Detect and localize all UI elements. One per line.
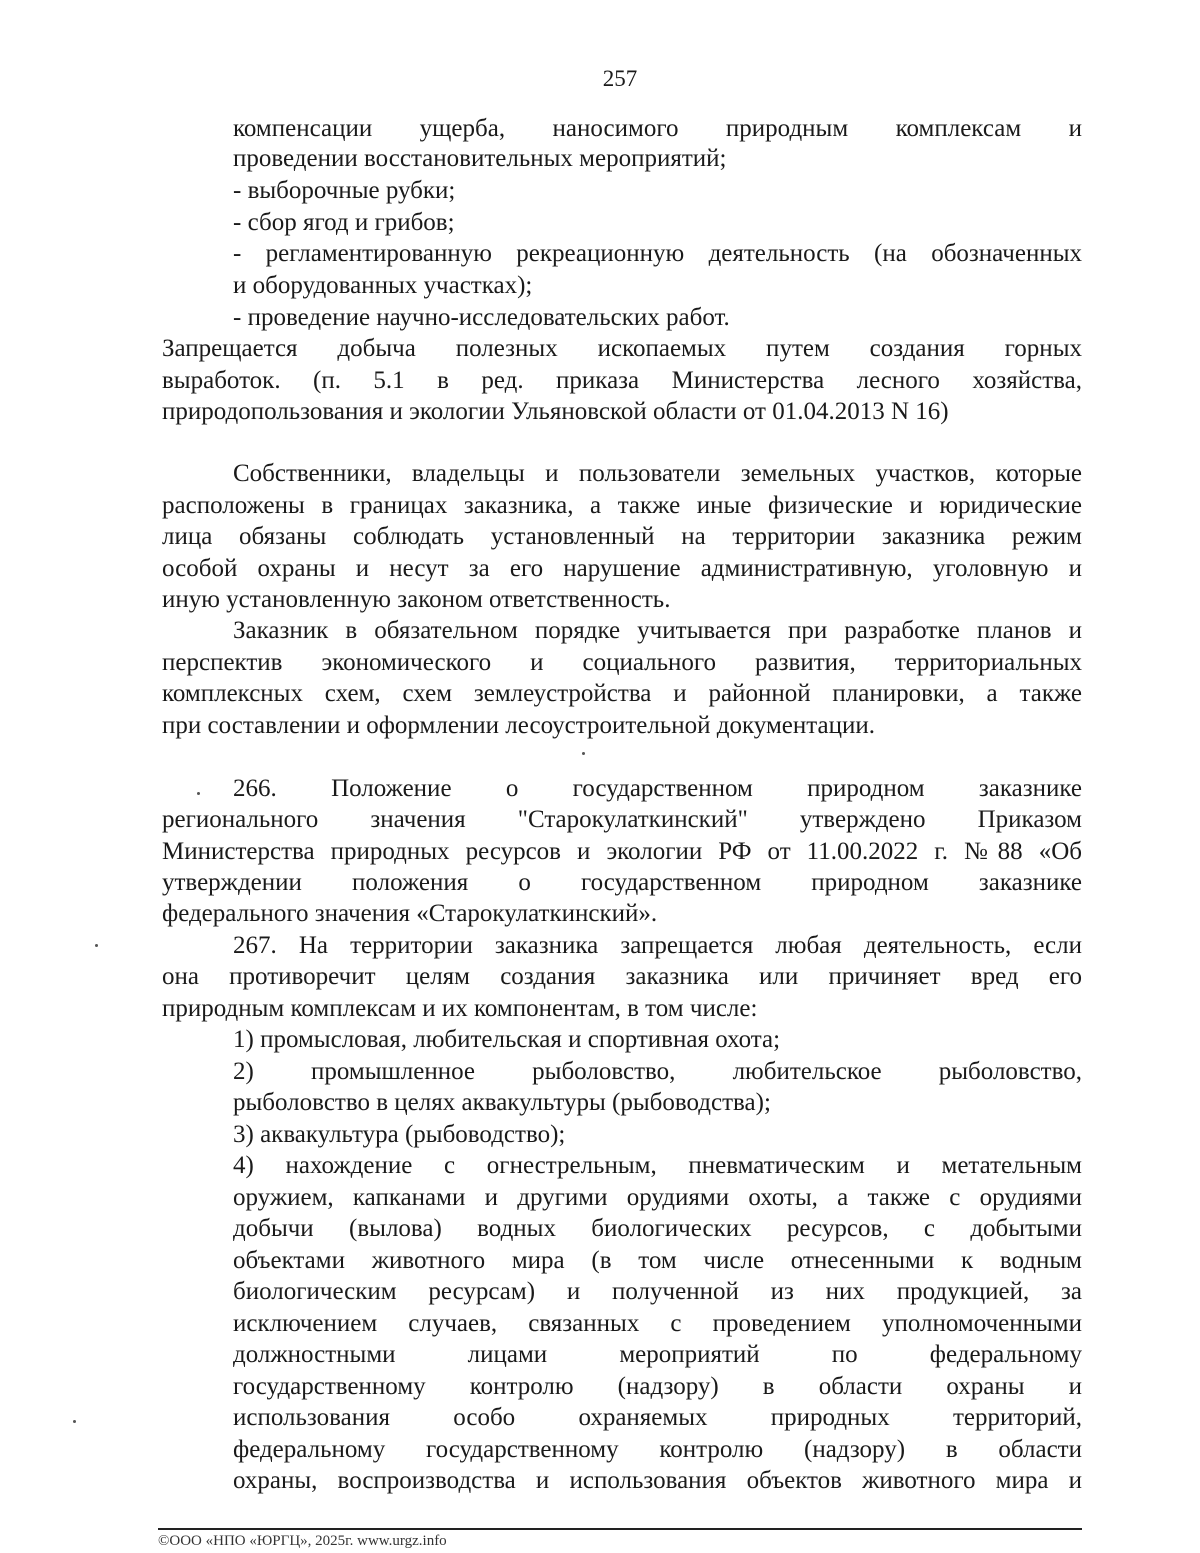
text-line: комплексных схем, схем землеустройства и районной планировки, а также [162, 680, 1082, 707]
text-line: утверждении положения о государственном природном заказнике [162, 869, 1082, 896]
text-line: исключением случаев, связанных с проведением уполномоченными [233, 1310, 1082, 1337]
text-line: Заказник в обязательном порядке учитывается при разработке планов и [233, 617, 1082, 644]
text-line: добычи (вылова) водных биологических ресурсов, с добытыми [233, 1215, 1082, 1242]
text-line: - регламентированную рекреационную деятельность (на обозначенных [233, 240, 1082, 267]
page-number: 257 [602, 66, 638, 91]
text-line: природопользования и экологии Ульяновской области от 01.04.2013 N 16) [162, 398, 949, 425]
scan-speck [73, 1420, 76, 1423]
text-line: - выборочные рубки; [233, 177, 456, 204]
text-line: регионального значения "Старокулаткинский" утверждено Приказом [162, 806, 1082, 833]
text-line: Запрещается добыча полезных ископаемых путем создания горных [162, 335, 1082, 362]
text-line: - сбор ягод и грибов; [233, 209, 455, 236]
footer-text: ©ООО «НПО «ЮРГЦ», 2025г. www.urgz.info [158, 1533, 447, 1549]
scan-speck [95, 944, 98, 947]
footer-rule [158, 1528, 1082, 1530]
text-line: федеральному государственному контролю (надзору) в области [233, 1436, 1082, 1463]
text-line: 1) промысловая, любительская и спортивная охота; [233, 1026, 781, 1053]
text-line: проведении восстановительных мероприятий; [233, 145, 727, 172]
text-line: природным комплексам и их компонентам, в том числе: [162, 995, 758, 1022]
text-line: лица обязаны соблюдать установленный на территории заказника режим [162, 523, 1082, 550]
text-line: 2) промышленное рыболовство, любительское рыболовство, [233, 1058, 1082, 1085]
text-line: Собственники, владельцы и пользователи земельных участков, которые [233, 460, 1082, 487]
text-line: при составлении и оформлении лесоустроительной документации. [162, 712, 875, 739]
text-line: иную установленную законом ответственность. [162, 586, 671, 613]
text-line: федерального значения «Старокулаткинский». [162, 900, 658, 927]
text-line: биологическим ресурсам) и полученной из них продукцией, за [233, 1278, 1082, 1305]
text-line: использования особо охраняемых природных территорий, [233, 1404, 1082, 1431]
text-line: объектами животного мира (в том числе отнесенными к водным [233, 1247, 1082, 1274]
text-line: и оборудованных участках); [233, 272, 533, 299]
text-line: расположены в границах заказника, а также иные физические и юридические [162, 492, 1082, 519]
text-line: 267. На территории заказника запрещается любая деятельность, если [233, 932, 1082, 959]
text-line: 3) аквакультура (рыбоводство); [233, 1121, 566, 1148]
text-line: выработок. (п. 5.1 в ред. приказа Министерства лесного хозяйства, [162, 367, 1082, 394]
scan-speck [582, 752, 585, 755]
text-line: особой охраны и несут за его нарушение административную, уголовную и [162, 555, 1082, 582]
text-line: она противоречит целям создания заказника или причиняет вред его [162, 963, 1082, 990]
text-line: компенсации ущерба, наносимого природным комплексам и [233, 115, 1082, 142]
text-line: Министерства природных ресурсов и экологии РФ от 11.00.2022 г. №88 «Об [162, 838, 1082, 865]
text-line: - проведение научно-исследовательских работ. [233, 304, 730, 331]
text-line: охраны, воспроизводства и использования объектов животного мира и [233, 1467, 1082, 1494]
text-line: государственному контролю (надзору) в области охраны и [233, 1373, 1082, 1400]
text-line: рыболовство в целях аквакультуры (рыбоводства); [233, 1089, 771, 1116]
scan-speck [197, 792, 200, 795]
text-line: 4) нахождение с огнестрельным, пневматическим и метательным [233, 1152, 1082, 1179]
text-line: оружием, капканами и другими орудиями охоты, а также с орудиями [233, 1184, 1082, 1211]
text-line: перспектив экономического и социального развития, территориальных [162, 649, 1082, 676]
text-line: 266. Положение о государственном природном заказнике [233, 775, 1082, 802]
text-line: должностными лицами мероприятий по федеральному [233, 1341, 1082, 1368]
